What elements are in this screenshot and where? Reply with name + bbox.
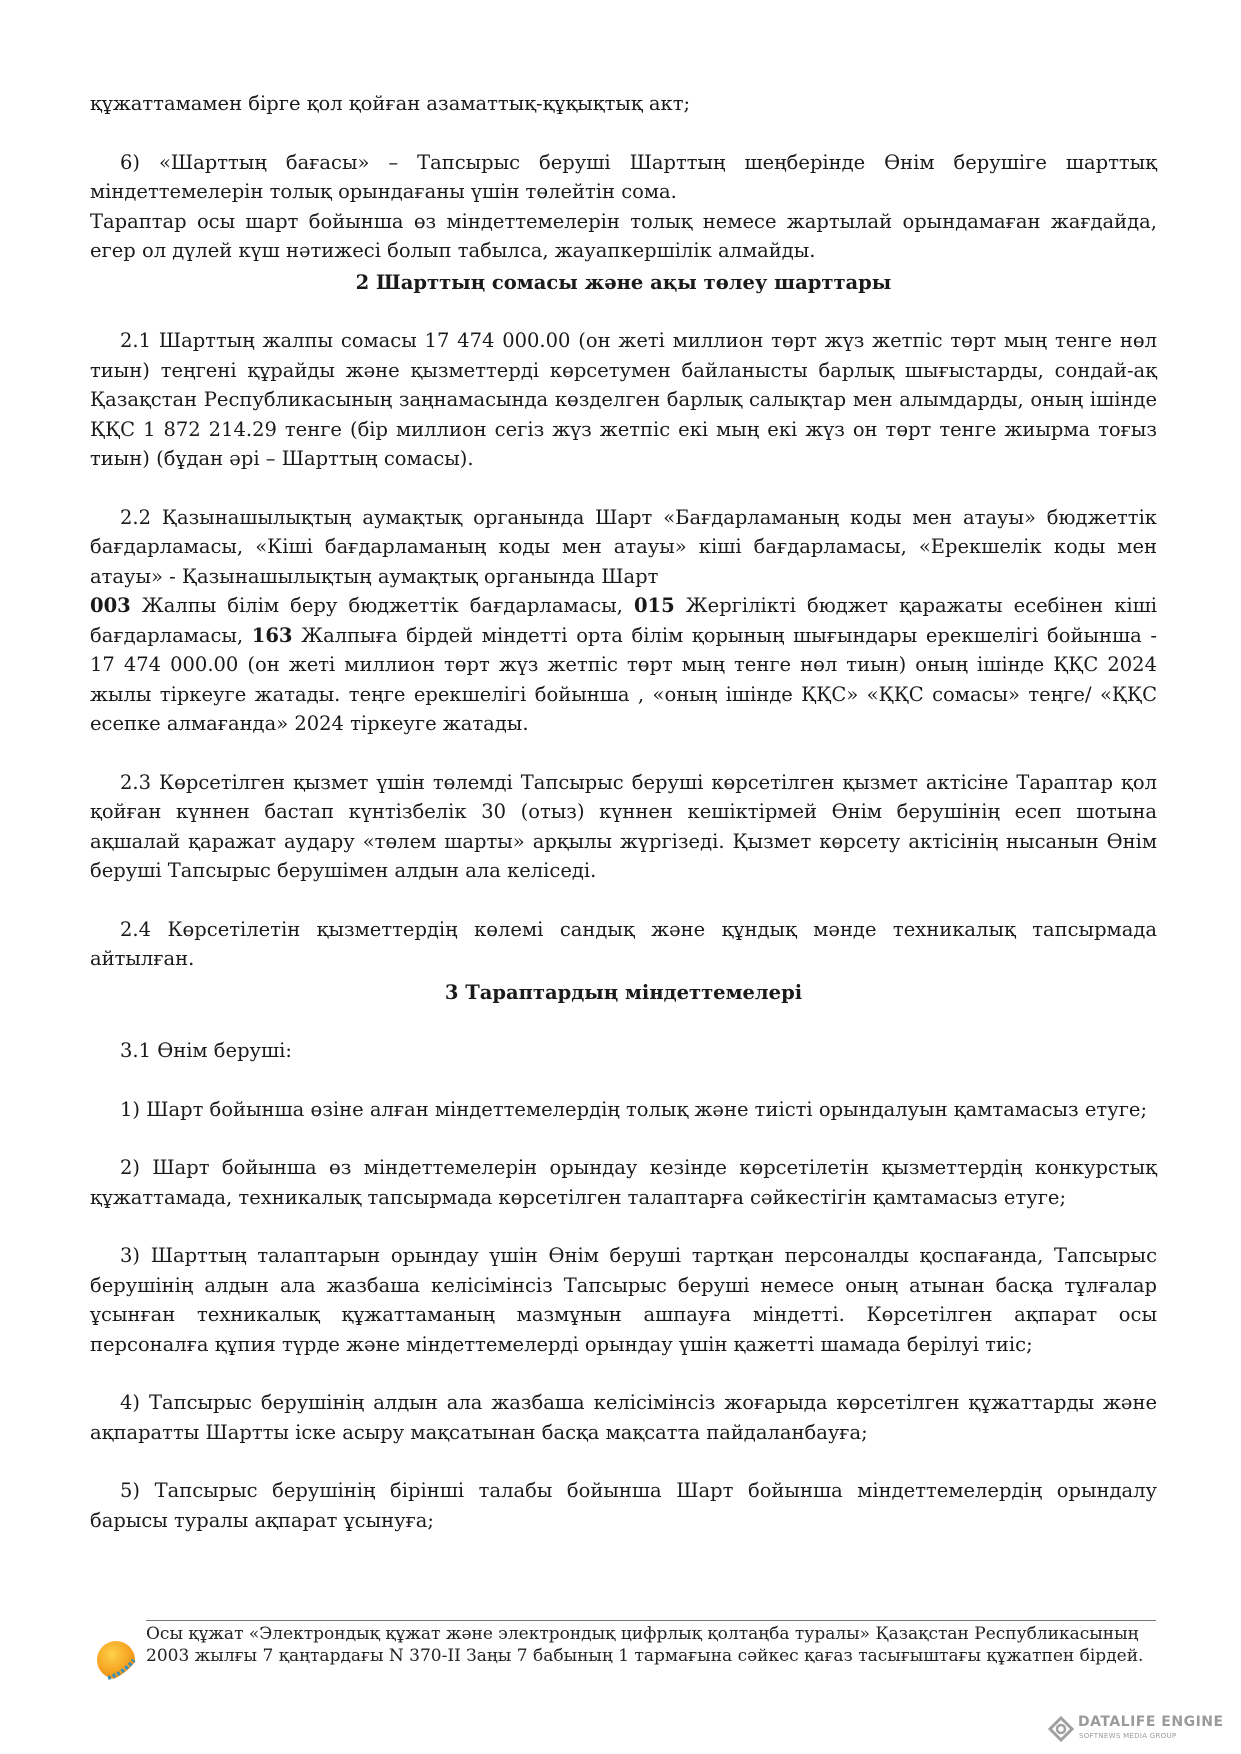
obligation-item-2: 2) Шарт бойынша өз міндеттемелерін орындау кезінде көрсетілетін қызметтердің конкурстық құжаттамада, техникалық тапсырмада көрсетілген талаптарға сәйкестігін қамтамасыз етуге;: [90, 1156, 1157, 1209]
item-6-contract-price: 6) «Шарттың бағасы» – Тапсырыс беруші Шарттың шеңберінде Өнім берушіге шарттық міндеттемелерін толық орындағаны үшін төлейтін сома.: [90, 150, 1157, 203]
budget-code-163: 163: [251, 623, 293, 647]
paragraph-2-2: [90, 503, 1157, 739]
footer-divider: [146, 1620, 1156, 1621]
budget-code-015: 015: [633, 594, 675, 617]
obligation-item-3: 3) Шарттың талаптарын орындау үшін Өнім беруші тартқан персоналды қоспағанда, Тапсырыс берушінің алдын ала жазбаша келісімінсіз Тапсырыс беруші немесе оның атынан басқа тұлғалар ұсынған техникалық құжаттаманың мазмұнын ашпауға міндетті. Көрсетілген ақпарат осы персоналға құпия түрде және міндеттемелерді орындау үшін қажетті шамада берілуі тиіс;: [90, 1244, 1157, 1356]
intro-line: құжаттамамен бірге қол қойған азаматтық-құқықтық акт;: [90, 92, 691, 115]
watermark-title: DATALIFE ENGINE: [1078, 1714, 1224, 1730]
egov-sun-logo-icon: [94, 1638, 140, 1684]
paragraph-2-1: 2.1 Шарттың жалпы сомасы 17 474 000.00 (он жеті миллион төрт жүз жетпіс төрт мың тенге нөл тиын) теңгені құрайды және қызметтерді көрсетумен байланысты барлық шығыстарды, сондай-ақ Қазақстан Республикасының заңнамасында көзделген барлық салықтар мен алымдарды, оның ішінде ҚҚС 1 872 214.29 тенге (бір миллион сегіз жүз жетпіс екі мың екі жүз он төрт тенге жиырма тоғыз тиын) (бұдан әрі – Шарттың сомасы).: [90, 329, 1157, 470]
datalife-logo-icon: [1048, 1716, 1074, 1742]
obligation-item-5: 5) Тапсырыс берушінің бірінші талабы бойынша Шарт бойынша міндеттемелердің орындалу барысы туралы ақпарат ұсынуға;: [90, 1479, 1157, 1532]
paragraph-2-2-intro: 2.2 Қазынашылықтың аумақтық органында Шарт «Бағдарламаның коды мен атауы» бюджеттік бағдарламасы, «Кіші бағдарламаның коды мен атауы» кіші бағдарламасы, «Ерекшелік коды мен атауы» - Қазынашылықтың аумақтық органында Шарт: [90, 505, 1157, 588]
paragraph-2-2-part-b: Жалпы білім беру бюджеттік бағдарламасы,: [130, 594, 634, 617]
obligation-item-1: 1) Шарт бойынша өзіне алған міндеттемелердің толық және тиісті орындалуын қамтамасыз етуге;: [120, 1097, 1148, 1121]
paragraph-2-2-part-c: Жергілікті бюджет қаражаты есебінен кіші бағдарламасы,: [90, 594, 1157, 647]
datalife-engine-watermark: [1048, 1712, 1238, 1748]
paragraph-2-4: 2.4 Көрсетілетін қызметтердің көлемі сандық және құндық мәнде техникалық тапсырмада айтылған.: [90, 917, 1157, 970]
obligation-item-4: 4) Тапсырыс берушінің алдын ала жазбаша келісімінсіз жоғарыда көрсетілген құжаттарды және ақпаратты Шартты іске асыру мақсатынан басқа мақсатта пайдаланбауға;: [90, 1391, 1157, 1444]
paragraph-3-1: 3.1 Өнім беруші:: [120, 1039, 292, 1062]
document-page: [90, 0, 1157, 1535]
section-2-title: 2 Шарттың сомасы және ақы төлеу шарттары: [355, 270, 892, 294]
watermark-subtitle: SOFTNEWS MEDIA GROUP: [1079, 1732, 1177, 1740]
budget-code-003: 003: [90, 594, 131, 617]
paragraph-2-3: 2.3 Көрсетілген қызмет үшін төлемді Тапсырыс беруші көрсетілген қызмет актісіне Тараптар қол қойған күннен бастап күнтізбелік 30 (отыз) күннен кешіктірмей Өнім берушінің есеп шотына ақшалай қаражат аудару «төлем шарты» арқылы жүргізеді. Қызмет көрсету актісінің нысанын Өнім беруші Тапсырыс берушімен алдын ала келіседі.: [90, 770, 1157, 882]
force-majeure-paragraph: Тараптар осы шарт бойынша өз міндеттемелерін толық немесе жартылай орындамаған жағдайда, егер ол дүлей күш нәтижесі болып табылса, жауапкершілік алмайды.: [90, 209, 1157, 262]
footer-legal-note: Осы құжат «Электрондық құжат және электрондық цифрлық қолтаңба туралы» Қазақстан Республикасының 2003 жылғы 7 қаңтардағы N 370-II Заңы 7 бабының 1 тармағына сәйкес қағаз тасығыштағы құжатпен бірдей.: [146, 1624, 1144, 1666]
section-3-title: 3 Тараптардың міндеттемелері: [444, 980, 803, 1004]
paragraph-2-2-part-d: Жалпыға бірдей міндетті орта білім қорының шығындары ерекшелігі бойынша - 17 474 000.00 (он жеті миллион төрт жүз жетпіс төрт мың тенге нөл тиын) оның ішінде ҚҚС 2024 жылы тіркеуге жатады. теңге ерекшелігі бойынша , «оның ішінде ҚҚС» «ҚҚС сомасы» теңге/ «ҚҚС есепке алмағанда» 2024 тіркеуге жатады.: [90, 623, 1157, 735]
